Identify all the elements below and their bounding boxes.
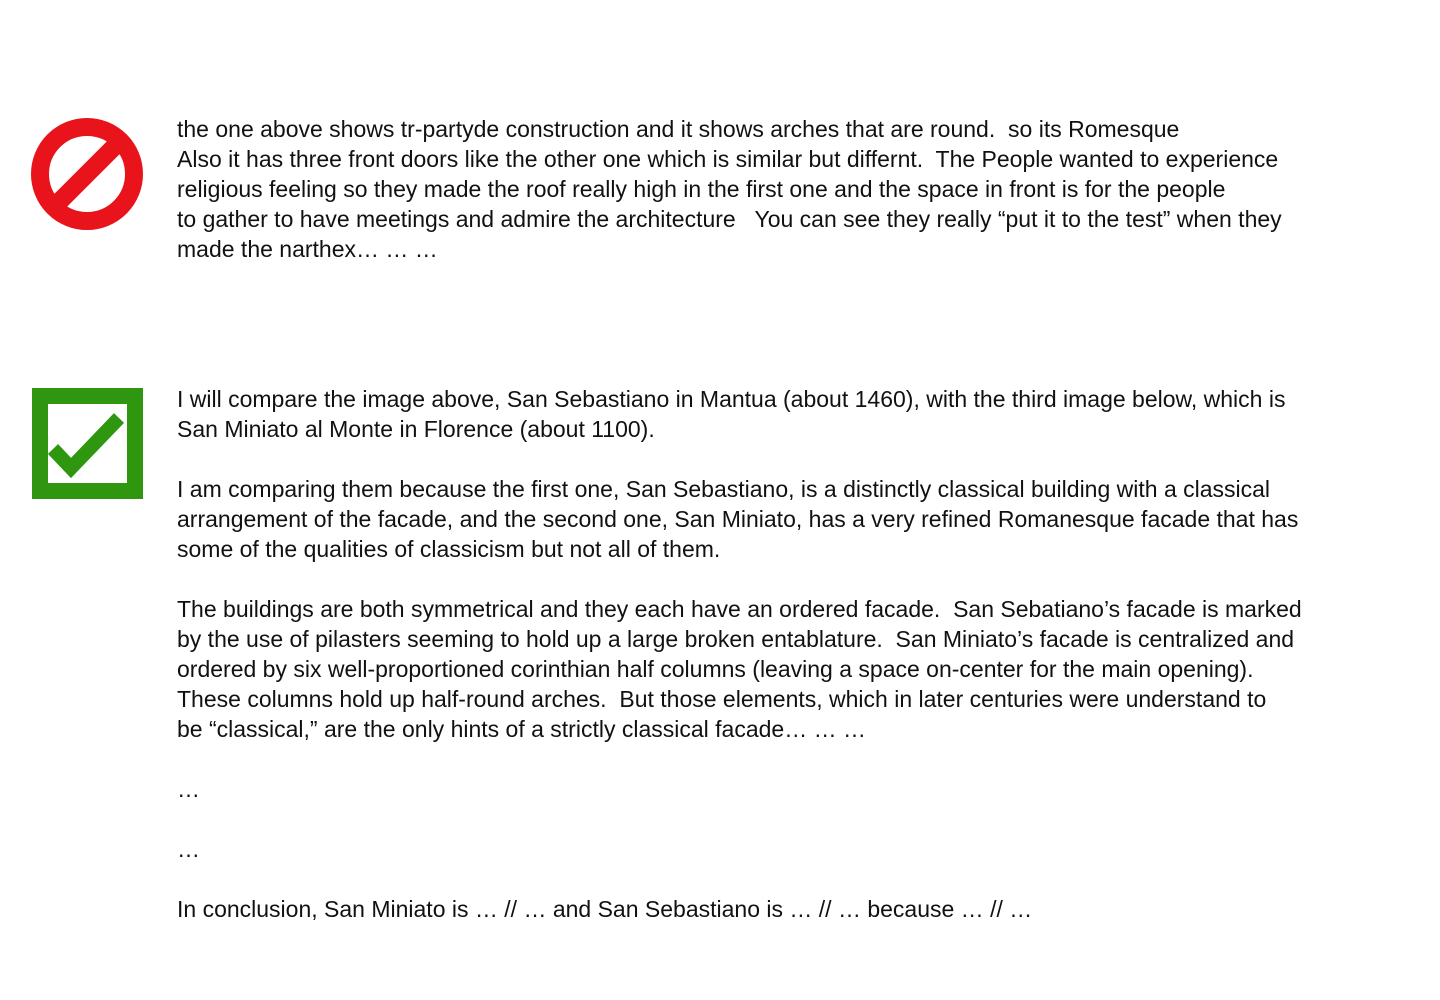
good-example-paragraph-reason bbox=[177, 474, 1407, 564]
prohibited-icon bbox=[30, 117, 144, 231]
good-example-line: ordered by six well-proportioned corinthian half columns (leaving a space on-center for the main opening). bbox=[177, 656, 1254, 682]
bad-example-line: Also it has three front doors like the other one which is similar but differnt. The People wanted to experience bbox=[177, 146, 1279, 172]
good-example-line: some of the qualities of classicism but not all of them. bbox=[177, 536, 721, 562]
checkmark-icon bbox=[32, 388, 143, 499]
good-example-line: In conclusion, San Miniato is … // … and San Sebastiano is … // … because … // … bbox=[177, 896, 1033, 922]
good-example-line: The buildings are both symmetrical and they each have an ordered facade. San Sebatiano’s facade is marked bbox=[177, 596, 1302, 622]
bad-example-line: the one above shows tr-partyde construction and it shows arches that are round. so its Romesque bbox=[177, 116, 1180, 142]
good-example-paragraph-ellipsis-2 bbox=[177, 834, 1407, 864]
bad-example-text bbox=[177, 114, 1407, 264]
bad-example-line: to gather to have meetings and admire the architecture You can see they really “put it to the test” when they bbox=[177, 206, 1282, 232]
good-example-line: … bbox=[177, 776, 200, 802]
bad-example-line: made the narthex… … … bbox=[177, 236, 438, 262]
bad-example-line: religious feeling so they made the roof really high in the first one and the space in front is for the people bbox=[177, 176, 1226, 202]
good-example-paragraph-conclusion bbox=[177, 894, 1407, 924]
good-example-text bbox=[177, 384, 1407, 924]
good-example-line: arrangement of the facade, and the second one, San Miniato, has a very refined Romanesque facade that has bbox=[177, 506, 1299, 532]
good-example-paragraph-intro bbox=[177, 384, 1407, 444]
good-example-line: by the use of pilasters seeming to hold up a large broken entablature. San Miniato’s facade is centralized and bbox=[177, 626, 1295, 652]
good-example-line: I will compare the image above, San Sebastiano in Mantua (about 1460), with the third image below, which is bbox=[177, 386, 1286, 412]
good-example-line: … bbox=[177, 836, 200, 862]
good-example-line: These columns hold up half-round arches. But those elements, which in later centuries were understand to bbox=[177, 686, 1267, 712]
good-example-paragraph-analysis bbox=[177, 594, 1407, 744]
good-example-line: be “classical,” are the only hints of a strictly classical facade… … … bbox=[177, 716, 866, 742]
good-example-line: San Miniato al Monte in Florence (about 1100). bbox=[177, 416, 655, 442]
good-example-line: I am comparing them because the first one, San Sebastiano, is a distinctly classical building with a classical bbox=[177, 476, 1271, 502]
good-example-paragraph-ellipsis-1 bbox=[177, 774, 1407, 804]
